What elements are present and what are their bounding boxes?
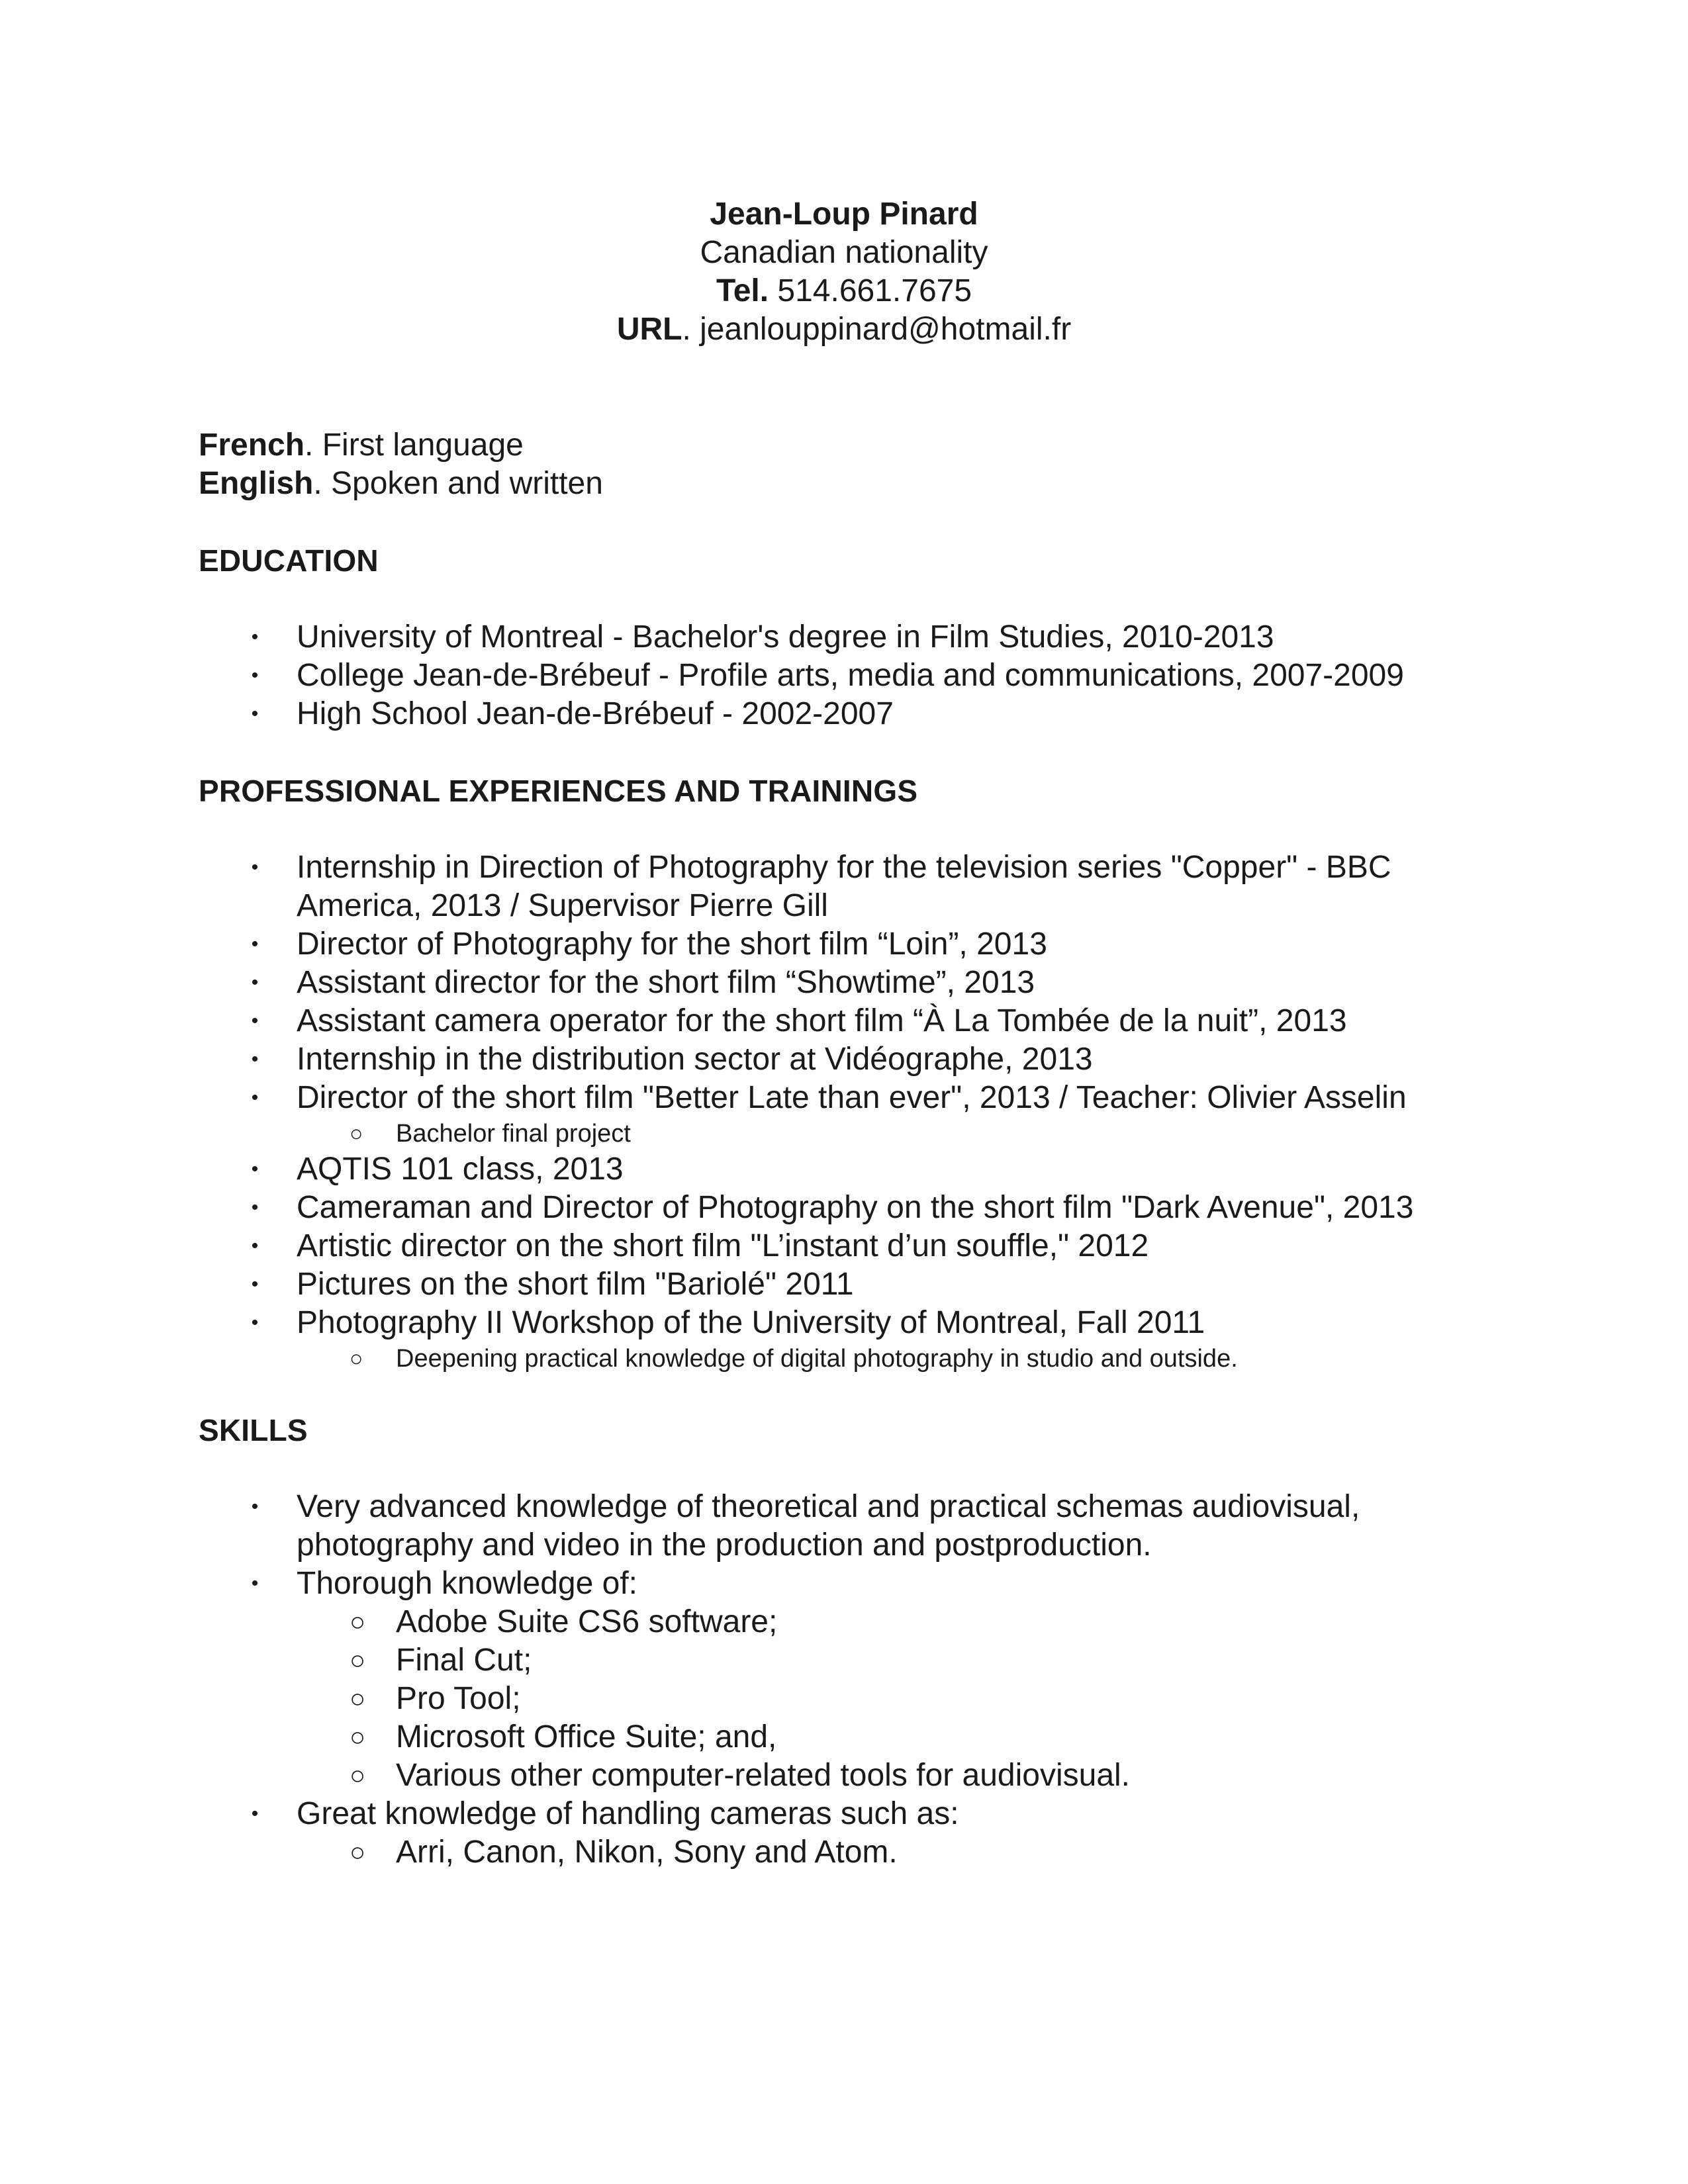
list-item: • Very advanced knowledge of theoretical and practical schemas audiovisual, photography and video in the production and postproduction. xyxy=(0,1488,1688,1565)
bullet-icon: • xyxy=(251,972,259,993)
bullet-icon: • xyxy=(251,1158,259,1180)
bullet-icon: • xyxy=(251,1496,259,1518)
software-list xyxy=(297,1603,1489,1795)
list-item: • Assistant director for the short film “Showtime”, 2013 xyxy=(0,964,1688,1002)
bullet-icon: • xyxy=(251,933,259,955)
sub-list-item: ○ Pro Tool; xyxy=(297,1680,1489,1718)
sub-list-item: ○ Deepening practical knowledge of digital photography in studio and outside. xyxy=(297,1342,1489,1375)
bullet-icon: • xyxy=(251,1235,259,1257)
list-item: • University of Montreal - Bachelor's degree in Film Studies, 2010-2013 xyxy=(0,618,1688,657)
language-english: English. Spoken and written xyxy=(199,466,603,501)
circle-bullet-icon: ○ xyxy=(350,1761,366,1790)
bullet-icon: • xyxy=(251,1087,259,1109)
list-item: • College Jean-de-Brébeuf - Profile arts, media and communications, 2007-2009 xyxy=(0,657,1688,695)
nationality: Canadian nationality xyxy=(700,235,988,270)
sub-list-item: ○ Bachelor final project xyxy=(297,1117,1489,1150)
tel-value: 514.661.7675 xyxy=(769,273,972,308)
circle-bullet-icon: ○ xyxy=(350,1723,366,1752)
circle-bullet-icon: ○ xyxy=(350,1684,366,1713)
sub-list-item: ○ Adobe Suite CS6 software; xyxy=(297,1603,1489,1641)
sub-list xyxy=(297,1117,1489,1150)
list-item: • Photography II Workshop of the University of Montreal, Fall 2011 ○ Deepening practical knowledge of digital photography in studio and outside. xyxy=(0,1304,1688,1375)
list-item: • Thorough knowledge of: ○ Adobe Suite CS6 software; ○ Final Cut; ○ Pro Tool; ○ Microsoft Office Suite; and, ○ Various other computer-related tools for audiovisual. xyxy=(0,1565,1688,1795)
list-item: • Director of Photography for the short film “Loin”, 2013 xyxy=(0,925,1688,964)
list-item: • Director of the short film "Better Late than ever", 2013 / Teacher: Olivier Asselin ○ Bachelor final project xyxy=(0,1079,1688,1150)
tel-label: Tel. xyxy=(716,273,769,308)
languages xyxy=(199,426,603,503)
education-list xyxy=(0,618,1688,733)
url-line xyxy=(0,310,1688,349)
skills-title: SKILLS xyxy=(199,1413,308,1447)
language-french: French. First language xyxy=(199,428,524,463)
list-item: • Great knowledge of handling cameras such as: ○ Arri, Canon, Nikon, Sony and Atom. xyxy=(0,1795,1688,1872)
url-value: . jeanlouppinard@hotmail.fr xyxy=(682,312,1072,347)
list-item: • High School Jean-de-Brébeuf - 2002-2007 xyxy=(0,695,1688,733)
bullet-icon: • xyxy=(251,664,259,686)
list-item: • Internship in the distribution sector at Vidéographe, 2013 xyxy=(0,1040,1688,1079)
url-label: URL xyxy=(616,312,682,347)
sub-list-item: ○ Microsoft Office Suite; and, xyxy=(297,1718,1489,1756)
sub-list-item: ○ Final Cut; xyxy=(297,1641,1489,1680)
education-title: EDUCATION xyxy=(199,543,379,578)
circle-bullet-icon: ○ xyxy=(350,1838,366,1867)
list-item: • AQTIS 101 class, 2013 xyxy=(0,1150,1688,1189)
list-item: • Cameraman and Director of Photography on the short film "Dark Avenue", 2013 xyxy=(0,1189,1688,1227)
sub-list xyxy=(297,1342,1489,1375)
circle-bullet-icon: ○ xyxy=(350,1608,366,1637)
experience-title: PROFESSIONAL EXPERIENCES AND TRAININGS xyxy=(199,774,918,808)
contact-header xyxy=(0,195,1688,349)
list-item: • Assistant camera operator for the short film “À La Tombée de la nuit”, 2013 xyxy=(0,1002,1688,1040)
circle-bullet-icon: ○ xyxy=(350,1121,363,1146)
bullet-icon: • xyxy=(251,1312,259,1334)
bullet-icon: • xyxy=(251,626,259,648)
experience-list xyxy=(0,848,1688,1375)
sub-list-item: ○ Various other computer-related tools for audiovisual. xyxy=(297,1756,1489,1795)
skills-list xyxy=(0,1488,1688,1872)
bullet-icon: • xyxy=(251,1803,259,1825)
bullet-icon: • xyxy=(251,1048,259,1070)
bullet-icon: • xyxy=(251,1010,259,1032)
bullet-icon: • xyxy=(251,1197,259,1218)
circle-bullet-icon: ○ xyxy=(350,1646,366,1675)
list-item: • Pictures on the short film "Bariolé" 2011 xyxy=(0,1265,1688,1304)
telephone xyxy=(0,272,1688,310)
circle-bullet-icon: ○ xyxy=(350,1346,363,1371)
cameras-list xyxy=(297,1833,1489,1872)
sub-list-item: ○ Arri, Canon, Nikon, Sony and Atom. xyxy=(297,1833,1489,1872)
bullet-icon: • xyxy=(251,1273,259,1295)
candidate-name: Jean-Loup Pinard xyxy=(710,197,978,232)
list-item: • Artistic director on the short film "L’instant d’un souffle," 2012 xyxy=(0,1227,1688,1265)
list-item: • Internship in Direction of Photography for the television series "Copper" - BBC America, 2013 / Supervisor Pierre Gill xyxy=(0,848,1688,925)
bullet-icon: • xyxy=(251,1572,259,1594)
bullet-icon: • xyxy=(251,856,259,878)
bullet-icon: • xyxy=(251,703,259,725)
